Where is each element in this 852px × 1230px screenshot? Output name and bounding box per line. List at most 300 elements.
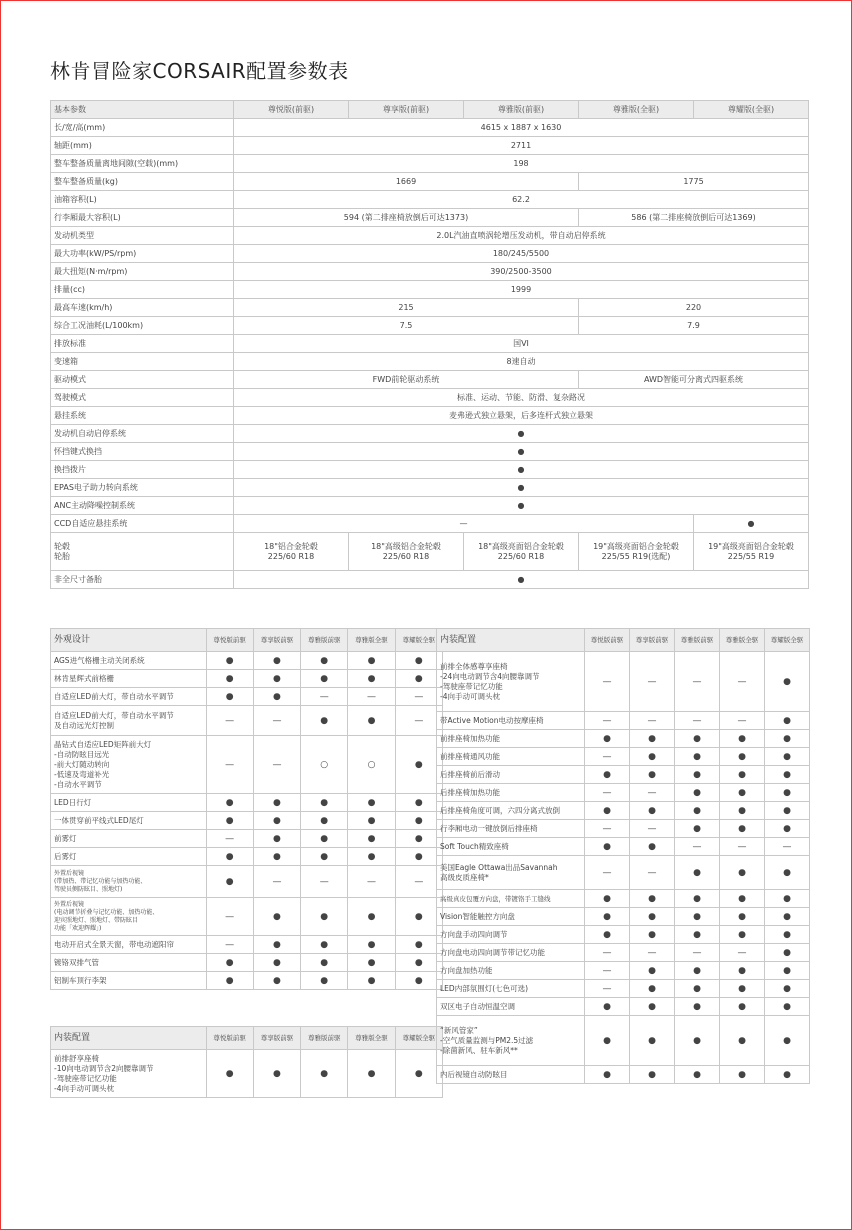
row-value: 19"高级亮面铝合金轮毂 225/55 R19(选配) [579, 533, 694, 571]
row-label: 发动机类型 [51, 227, 234, 245]
mark: ● [395, 848, 442, 866]
row-value: 19"高级亮面铝合金轮毂 225/55 R19 [694, 533, 809, 571]
row-label: 双区电子自动恒温空调 [437, 998, 585, 1016]
header-cell: 尊悦版前驱 [206, 629, 253, 652]
mark: ● [206, 812, 253, 830]
mark: — [585, 962, 630, 980]
table-row [437, 730, 810, 748]
mark: — [765, 838, 810, 856]
mark: ● [395, 972, 442, 990]
row-label: 驾驶模式 [51, 389, 234, 407]
mark: ● [301, 848, 348, 866]
row-label: Soft Touch精致座椅 [437, 838, 585, 856]
header-cell: 尊雅版全驱 [348, 629, 395, 652]
section-header-row [51, 629, 443, 652]
mark: ● [301, 652, 348, 670]
mark: ● [765, 712, 810, 730]
row-label: 驱动模式 [51, 371, 234, 389]
row-label: 综合工况油耗(L/100km) [51, 317, 234, 335]
mark: ● [720, 908, 765, 926]
table-row [51, 571, 809, 589]
table-row [51, 155, 809, 173]
mark: — [585, 944, 630, 962]
mark: ● [206, 688, 253, 706]
mark: ● [765, 856, 810, 890]
mark: — [395, 866, 442, 898]
mark: ● [253, 830, 300, 848]
mark: ● [253, 688, 300, 706]
row-value: 2711 [234, 137, 809, 155]
header-cell: 尊悦版前驱 [585, 629, 630, 652]
mark: ● [206, 954, 253, 972]
mark: ● [675, 730, 720, 748]
row-value: FWD前轮驱动系统 [234, 371, 579, 389]
mark: — [585, 712, 630, 730]
header-cell: 尊雅版全驱 [720, 629, 765, 652]
mark: ● [630, 730, 675, 748]
mark: ● [720, 856, 765, 890]
mark: — [675, 944, 720, 962]
row-label: 换挡拨片 [51, 461, 234, 479]
mark: ● [675, 980, 720, 998]
row-value: 18"铝合金轮毂 225/60 R18 [234, 533, 349, 571]
mark: ● [348, 1050, 395, 1098]
table-row [51, 281, 809, 299]
mark: ● [765, 908, 810, 926]
mark: ● [395, 652, 442, 670]
table-row [437, 1016, 810, 1066]
row-label: LED日行灯 [51, 794, 207, 812]
mark: ● [720, 980, 765, 998]
table-row [437, 998, 810, 1016]
row-label: CCD自适应悬挂系统 [51, 515, 234, 533]
mark: ● [630, 962, 675, 980]
header-cell: 尊享版前驱 [253, 1027, 300, 1050]
mark: ● [348, 706, 395, 736]
mark: ● [630, 766, 675, 784]
section-header-row [437, 629, 810, 652]
mark: ● [630, 1016, 675, 1066]
table-row [51, 371, 809, 389]
mark: ● [675, 748, 720, 766]
row-label: 后排座椅加热功能 [437, 784, 585, 802]
mark: ● [630, 926, 675, 944]
mark: ● [206, 866, 253, 898]
interior-right-table [436, 628, 810, 1084]
table-row [51, 461, 809, 479]
mark: ● [301, 936, 348, 954]
row-label: 外置后视镜 (电动调节折叠与记忆功能、加热功能、 迎宾照地灯、照地灯、带防眩目 功能「欢迎辉耀」) [51, 898, 207, 936]
row-value: AWD智能可分离式四驱系统 [579, 371, 809, 389]
mark: — [206, 706, 253, 736]
mark: — [585, 784, 630, 802]
mark: ● [301, 972, 348, 990]
row-label: 怀挡键式换挡 [51, 443, 234, 461]
header-cell: 尊耀版全驱 [395, 629, 442, 652]
row-value: 594 (第二排座椅放倒后可达1373) [234, 209, 579, 227]
row-value: 586 (第二排座椅放倒后可达1369) [579, 209, 809, 227]
mark: ● [585, 766, 630, 784]
mark: — [585, 980, 630, 998]
mark: ● [395, 898, 442, 936]
mark: ● [720, 802, 765, 820]
row-label: ANC主动降噪控制系统 [51, 497, 234, 515]
mark: ● [253, 848, 300, 866]
header-cell: 尊耀版(全驱) [694, 101, 809, 119]
mark: ● [630, 748, 675, 766]
table-row [51, 425, 809, 443]
mark: — [206, 830, 253, 848]
header-cell: 尊享版(前驱) [349, 101, 464, 119]
mark: ○ [348, 736, 395, 794]
basic-params-table [50, 100, 809, 589]
row-label: “新风管家” -空气质量监测与PM2.5过滤 -除菌新风、驻车新风** [437, 1016, 585, 1066]
mark: ● [720, 766, 765, 784]
table-row [437, 926, 810, 944]
row-label: 林肯星辉式前格栅 [51, 670, 207, 688]
mark: ● [720, 962, 765, 980]
mark: — [585, 820, 630, 838]
row-value: ● [234, 425, 809, 443]
mark: — [395, 688, 442, 706]
row-label: 长/宽/高(mm) [51, 119, 234, 137]
mark: ● [395, 954, 442, 972]
row-label: 内后视镜自动防眩目 [437, 1066, 585, 1084]
table-row [437, 856, 810, 890]
mark: ● [675, 784, 720, 802]
header-cell: 尊悦版前驱 [206, 1027, 253, 1050]
mark: ● [765, 1016, 810, 1066]
table-row [51, 830, 443, 848]
mark: ● [765, 652, 810, 712]
mark: ● [395, 812, 442, 830]
mark: ● [630, 908, 675, 926]
mark: ● [720, 784, 765, 802]
row-label: 高级真皮包覆方向盘，带镀铬手工缝线 [437, 890, 585, 908]
section-title: 内装配置 [437, 629, 585, 652]
mark: — [675, 652, 720, 712]
mark: ● [301, 794, 348, 812]
mark: ● [765, 1066, 810, 1084]
row-value: ● [234, 443, 809, 461]
mark: ● [253, 652, 300, 670]
mark: — [675, 712, 720, 730]
table-row [51, 736, 443, 794]
row-value: 18"高级亮面铝合金轮毂 225/60 R18 [464, 533, 579, 571]
table-row [51, 119, 809, 137]
table-row [51, 866, 443, 898]
row-label: 轴距(mm) [51, 137, 234, 155]
row-label: 排量(cc) [51, 281, 234, 299]
row-value: ● [234, 497, 809, 515]
mark: — [348, 688, 395, 706]
table-row [51, 497, 809, 515]
row-label: 油箱容积(L) [51, 191, 234, 209]
mark: ● [585, 908, 630, 926]
table-row [51, 515, 809, 533]
mark: — [206, 898, 253, 936]
mark: — [630, 784, 675, 802]
mark: ● [348, 954, 395, 972]
section-title: 外观设计 [51, 629, 207, 652]
row-label: 整车整备质量离地间隙(空载)(mm) [51, 155, 234, 173]
row-label: 方向盘加热功能 [437, 962, 585, 980]
table-row [51, 652, 443, 670]
table-row [51, 972, 443, 990]
mark: ● [765, 944, 810, 962]
mark: ● [206, 1050, 253, 1098]
row-value: ● [234, 571, 809, 589]
row-label: 方向盘电动四向调节带记忆功能 [437, 944, 585, 962]
header-cell: 尊雅版前驱 [675, 629, 720, 652]
header-cell: 尊悦版(前驱) [234, 101, 349, 119]
row-label: 一体贯穿前平线式LED尾灯 [51, 812, 207, 830]
mark: ● [585, 838, 630, 856]
table-row [437, 748, 810, 766]
mark: ● [206, 848, 253, 866]
header-cell: 基本参数 [51, 101, 234, 119]
row-value: 62.2 [234, 191, 809, 209]
mark: ● [720, 748, 765, 766]
row-label: 最高车速(km/h) [51, 299, 234, 317]
row-label: 变速箱 [51, 353, 234, 371]
table-row [51, 317, 809, 335]
mark: ● [301, 812, 348, 830]
mark: — [253, 736, 300, 794]
row-label: 前排舒享座椅 -10向电动调节含2向腰靠调节 -驾驶座带记忆功能 -4向手动可调头枕 [51, 1050, 207, 1098]
mark: ● [675, 856, 720, 890]
table-row [437, 1066, 810, 1084]
row-label: 前排座椅通风功能 [437, 748, 585, 766]
mark: ● [395, 830, 442, 848]
mark: ● [765, 784, 810, 802]
mark: — [675, 838, 720, 856]
mark: ● [630, 980, 675, 998]
row-value: 18"高级铝合金轮毂 225/60 R18 [349, 533, 464, 571]
row-label: 轮毂 轮胎 [51, 533, 234, 571]
mark: ● [395, 1050, 442, 1098]
mark: ● [630, 890, 675, 908]
mark: ● [585, 730, 630, 748]
row-label: Vision智能触控方向盘 [437, 908, 585, 926]
mark: ● [253, 670, 300, 688]
mark: ● [206, 972, 253, 990]
table-row [51, 706, 443, 736]
mark: ● [675, 998, 720, 1016]
table-row [437, 890, 810, 908]
mark: — [720, 944, 765, 962]
mark: — [630, 944, 675, 962]
table-row [437, 802, 810, 820]
mark: — [253, 706, 300, 736]
table-row [51, 389, 809, 407]
mark: — [720, 652, 765, 712]
mark: ● [765, 730, 810, 748]
row-label: 电动开启式全景天窗，带电动遮阳帘 [51, 936, 207, 954]
header-cell: 尊雅版(全驱) [579, 101, 694, 119]
mark: ● [720, 890, 765, 908]
mark: ● [348, 848, 395, 866]
mark: ● [395, 670, 442, 688]
row-value: 国VI [234, 335, 809, 353]
table-row [51, 407, 809, 425]
row-label: 后排座椅前后滑动 [437, 766, 585, 784]
table-row [51, 670, 443, 688]
mark: ● [765, 890, 810, 908]
row-label: 行李厢电动一键放倒后排座椅 [437, 820, 585, 838]
mark: ● [301, 670, 348, 688]
row-label: 方向盘手动四向调节 [437, 926, 585, 944]
mark: — [301, 688, 348, 706]
mark: ● [765, 980, 810, 998]
mark: ● [585, 926, 630, 944]
row-label: 悬挂系统 [51, 407, 234, 425]
mark: ● [301, 954, 348, 972]
row-label: 整车整备质量(kg) [51, 173, 234, 191]
mark: ● [675, 802, 720, 820]
table-row [51, 191, 809, 209]
mark: — [253, 866, 300, 898]
row-label: 前雾灯 [51, 830, 207, 848]
table-row [437, 838, 810, 856]
mark: ● [348, 972, 395, 990]
mark: ● [675, 890, 720, 908]
mark: ● [675, 1016, 720, 1066]
table-row [51, 245, 809, 263]
mark: ● [253, 1050, 300, 1098]
table-row [437, 820, 810, 838]
table-row [51, 335, 809, 353]
table-row [51, 263, 809, 281]
mark: ● [301, 1050, 348, 1098]
section-title: 内装配置 [51, 1027, 207, 1050]
mark: ● [720, 1066, 765, 1084]
table-row [51, 299, 809, 317]
row-value: 1669 [234, 173, 579, 191]
mark: ● [348, 898, 395, 936]
header-cell: 尊耀版全驱 [395, 1027, 442, 1050]
mark: — [585, 748, 630, 766]
row-label: 后排座椅角度可调，六四分离式放倒 [437, 802, 585, 820]
mark: — [585, 856, 630, 890]
table-row [437, 766, 810, 784]
mark: ● [720, 1016, 765, 1066]
table-row [51, 848, 443, 866]
mark: ● [765, 998, 810, 1016]
row-value: 390/2500-3500 [234, 263, 809, 281]
row-value: 180/245/5500 [234, 245, 809, 263]
mark: ● [301, 706, 348, 736]
mark: — [395, 706, 442, 736]
row-value: 220 [579, 299, 809, 317]
table-row [51, 173, 809, 191]
mark: ● [253, 972, 300, 990]
row-label: 发动机自动启停系统 [51, 425, 234, 443]
table-row [51, 209, 809, 227]
mark: ● [395, 936, 442, 954]
mark: — [720, 838, 765, 856]
header-cell: 尊雅版全驱 [348, 1027, 395, 1050]
mark: ● [206, 652, 253, 670]
row-label: 自适应LED前大灯，带自动水平调节 [51, 688, 207, 706]
mark: ● [765, 802, 810, 820]
row-label: LED内部氛围灯(七色可选) [437, 980, 585, 998]
row-label: 最大功率(kW/PS/rpm) [51, 245, 234, 263]
mark: ● [395, 736, 442, 794]
mark: ● [765, 820, 810, 838]
row-value: 1775 [579, 173, 809, 191]
row-value: ● [234, 479, 809, 497]
row-value: 198 [234, 155, 809, 173]
mark: ● [765, 766, 810, 784]
mark: ● [630, 1066, 675, 1084]
mark: ● [348, 794, 395, 812]
mark: ● [720, 998, 765, 1016]
header-cell: 尊雅版前驱 [301, 629, 348, 652]
table-row [51, 812, 443, 830]
mark: — [348, 866, 395, 898]
mark: ● [348, 936, 395, 954]
mark: ● [765, 926, 810, 944]
mark: — [585, 652, 630, 712]
row-label: AGS进气格栅主动关闭系统 [51, 652, 207, 670]
mark: — [630, 652, 675, 712]
row-label: 排放标准 [51, 335, 234, 353]
mark: ● [585, 998, 630, 1016]
mark: ○ [301, 736, 348, 794]
table-row [51, 954, 443, 972]
mark: ● [630, 998, 675, 1016]
table-row [437, 962, 810, 980]
mark: — [206, 736, 253, 794]
mark: ● [253, 898, 300, 936]
table-row [51, 936, 443, 954]
row-label: 非全尺寸备胎 [51, 571, 234, 589]
table-row [51, 227, 809, 245]
mark: — [301, 866, 348, 898]
table-row [51, 794, 443, 812]
row-label: 晶钻式自适应LED矩阵前大灯 -自动防眩目远光 -前大灯随动转向 -低速及弯道补光 -自动水平调节 [51, 736, 207, 794]
mark: — [630, 820, 675, 838]
row-value: 标准、运动、节能、防滑、复杂路况 [234, 389, 809, 407]
row-value: 7.9 [579, 317, 809, 335]
mark: ● [301, 898, 348, 936]
row-label: 美国Eagle Ottawa出品Savannah 高级皮质座椅* [437, 856, 585, 890]
mark: ● [675, 766, 720, 784]
row-value: — [234, 515, 694, 533]
mark: — [720, 712, 765, 730]
mark: ● [720, 820, 765, 838]
mark: ● [253, 812, 300, 830]
row-value: 4615 x 1887 x 1630 [234, 119, 809, 137]
mark: ● [720, 730, 765, 748]
header-cell: 尊雅版(前驱) [464, 101, 579, 119]
mark: ● [675, 1066, 720, 1084]
mark: ● [675, 908, 720, 926]
mark: ● [585, 1066, 630, 1084]
table-row [51, 898, 443, 936]
table-row [51, 353, 809, 371]
mark: ● [585, 1016, 630, 1066]
row-label: 行李厢最大容积(L) [51, 209, 234, 227]
mark: — [630, 712, 675, 730]
mark: ● [675, 962, 720, 980]
mark: ● [585, 802, 630, 820]
table-row [51, 479, 809, 497]
header-cell: 尊享版前驱 [630, 629, 675, 652]
row-label: 带Active Motion电动按摩座椅 [437, 712, 585, 730]
mark: ● [253, 954, 300, 972]
